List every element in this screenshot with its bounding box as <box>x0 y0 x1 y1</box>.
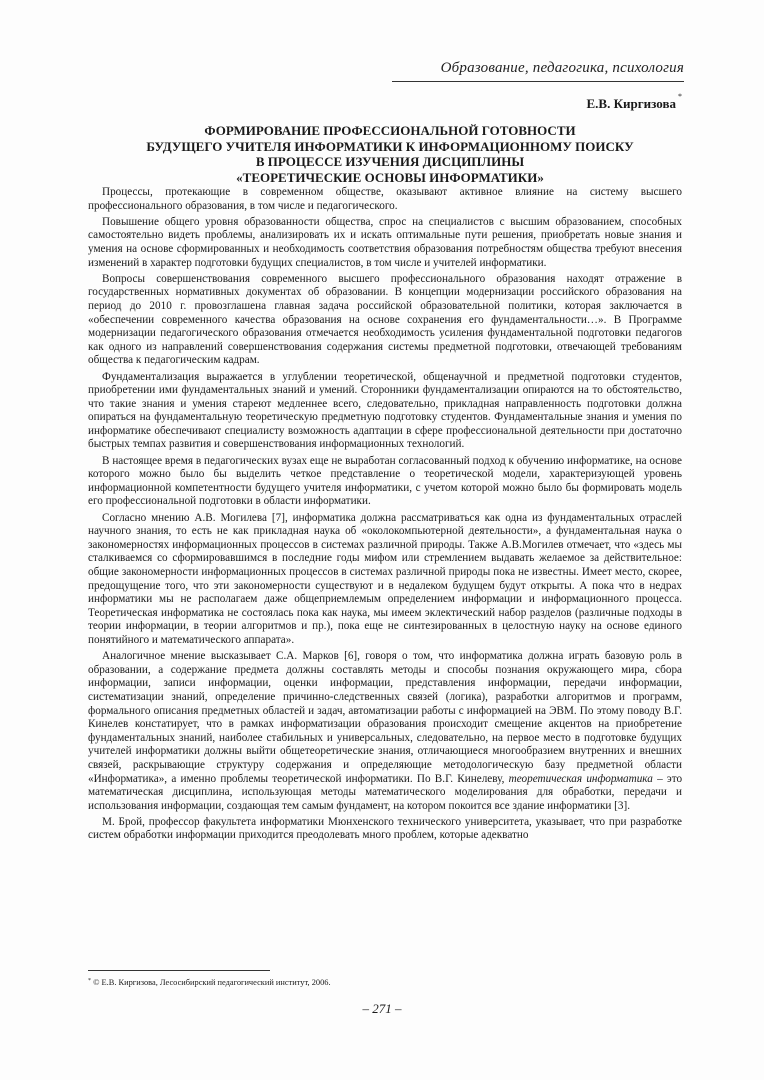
footnote <box>88 976 488 988</box>
paragraph <box>88 650 682 813</box>
footnote-mark: * <box>88 978 91 984</box>
author-name: Е.В. Киргизова <box>586 96 676 111</box>
paragraph: Согласно мнению А.В. Могилева [7], информатика должна рассматриваться как одна из фундаментальных отраслей научного знания, то есть не как прикладная наука об «околокомпьютерной деятельности», а фундаментальная наука о закономерностях информационных процессов в системах различной природы. Также А.В.Могилев отмечает, что «здесь мы сталкиваемся со сформировавшимся в последние годы мифом или стремлением выдавать желаемое за действительное: общие закономерности информационных процессов в системах различной природы пока не известны. Имеет место, скорее, предощущение того, что эти закономерности существуют и в недалеком будущем будут открыты. А пока что в недрах информатики мы не располагаем даже общеприемлемым определением информации и информационного процесса. Теоретическая информатика не состоялась пока как наука, мы имеем эклектический набор разделов (различные подходы в теории информации, в теории алгоритмов и пр.), пока еще не синтезированных в целостную науку на основе единого понятийного и математического аппарата». <box>88 511 682 646</box>
footnote-rule <box>88 970 270 971</box>
title-line: БУДУЩЕГО УЧИТЕЛЯ ИНФОРМАТИКИ К ИНФОРМАЦИОННОМУ ПОИСКУ <box>146 138 634 154</box>
article-title <box>100 123 680 185</box>
paragraph: Повышение общего уровня образованности общества, спрос на специалистов с высшим образованием, способных самостоятельно видеть проблемы, анализировать их и искать оптимальные пути решения, приобретать новые знания и умения на основе сформированных и необходимость соответствия образования потребностям общества требуют внесения изменений в характер подготовки будущих специалистов, в том числе и учителей информатики. <box>88 215 682 269</box>
running-head: Образование, педагогика, психология <box>440 60 684 76</box>
paragraph: М. Брой, профессор факультета информатики Мюнхенского технического университета, указывает, что при разработке систем обработки информации приходится преодолевать много проблем, которые адекватно <box>88 815 682 842</box>
title-line: В ПРОЦЕССЕ ИЗУЧЕНИЯ ДИСЦИПЛИНЫ <box>255 154 525 169</box>
paragraph-text: Аналогичное мнение высказывает С.А. Марков [6], говоря о том, что информатика должна играть базовую роль в образовании, а содержание предмета должны составлять методы и способы познания окружающего мира, сбора информации, записи информации, оценки информации, представления информации, передачи информации, систематизации знаний, определение причинно-следственных связей (логика), разработки алгоритмов и программ, формального описания предметных областей и задач, автоматизации работы с информацией на ЭВМ. По этому поводу В.Г. Кинелев констатирует, что в рамках информатизации образования происходит смещение акцентов на приобретение фундаментальных знаний, наиболее стабильных и универсальных, следовательно, на первое место в подготовке будущих учителей информатики должны выйти общетеоретические знания, отличающиеся многообразием внутренних и внешних связей, раскрывающие структуру содержания и определяющие методологическую базу предметной области «Информатика», а именно проблемы теоретической информатики. По В.Г. Кинелеву, <box>88 650 682 785</box>
title-line: ФОРМИРОВАНИЕ ПРОФЕССИОНАЛЬНОЙ ГОТОВНОСТИ <box>204 123 576 138</box>
title-line: «ТЕОРЕТИЧЕСКИЕ ОСНОВЫ ИНФОРМАТИКИ» <box>236 169 544 185</box>
italic-term: теоретическая информатика <box>508 772 653 785</box>
footnote-text: © Е.В. Киргизова, Лесосибирский педагогический институт, 2006. <box>93 978 331 987</box>
author-footnote-mark: * <box>678 92 682 101</box>
page-number: – 271 – <box>362 1001 402 1016</box>
article-body <box>88 186 682 843</box>
paragraph: Вопросы совершенствования современного высшего профессионального образования находят отражение в государственных нормативных документах об образовании. В концепции модернизации российского образования на период до 2010 г. провозглашена главная задача российской образовательной политики, которая заключается в «обеспечении современного качества образования на основе сохранения его фундаментальности…». В Программе модернизации педагогического образования отмечается необходимость усиления фундаментальной подготовки педагогов как одного из направлений совершенствования содержания системы предметной подготовки, отвечающей требованиям общества к педагогическим кадрам. <box>88 272 682 367</box>
paragraph-text: – это математическая дисциплина, использующая методы математического моделирования для обработки, передачи и использования информации, создающая тем самым фундамент, на котором покоится все здание информатики [3]. <box>88 772 683 812</box>
paragraph: Фундаментализация выражается в углублении теоретической, общенаучной и предметной подготовки студентов, приобретении ими фундаментальных знаний и умений. Сторонники фундаментализации опираются на то обстоятельство, что такие знания и умения стареют медленнее всего, следовательно, прикладная направленность подготовки должна опираться на фундаментальную теоретическую предметную подготовку студентов. Фундаментальные знания и умения по информатике обеспечивают специалисту возможность адаптации в сфере профессиональной деятельности при достаточно быстрых темпах развития и совершенствования информационных технологий. <box>88 370 682 451</box>
paragraph: В настоящее время в педагогических вузах еще не выработан согласованный подход к обучению информатике, на основе которого можно было бы выделить четкое представление о теоретической модели, характеризующей уровень информационной компетентности будущего учителя информатики, с учетом которой можно было бы формировать модель его профессиональной подготовки в области информатики. <box>88 454 682 508</box>
paragraph: Процессы, протекающие в современном обществе, оказывают активное влияние на систему высшего профессионального образования, в том числе и педагогического. <box>88 186 682 212</box>
running-head-rule <box>392 81 684 82</box>
